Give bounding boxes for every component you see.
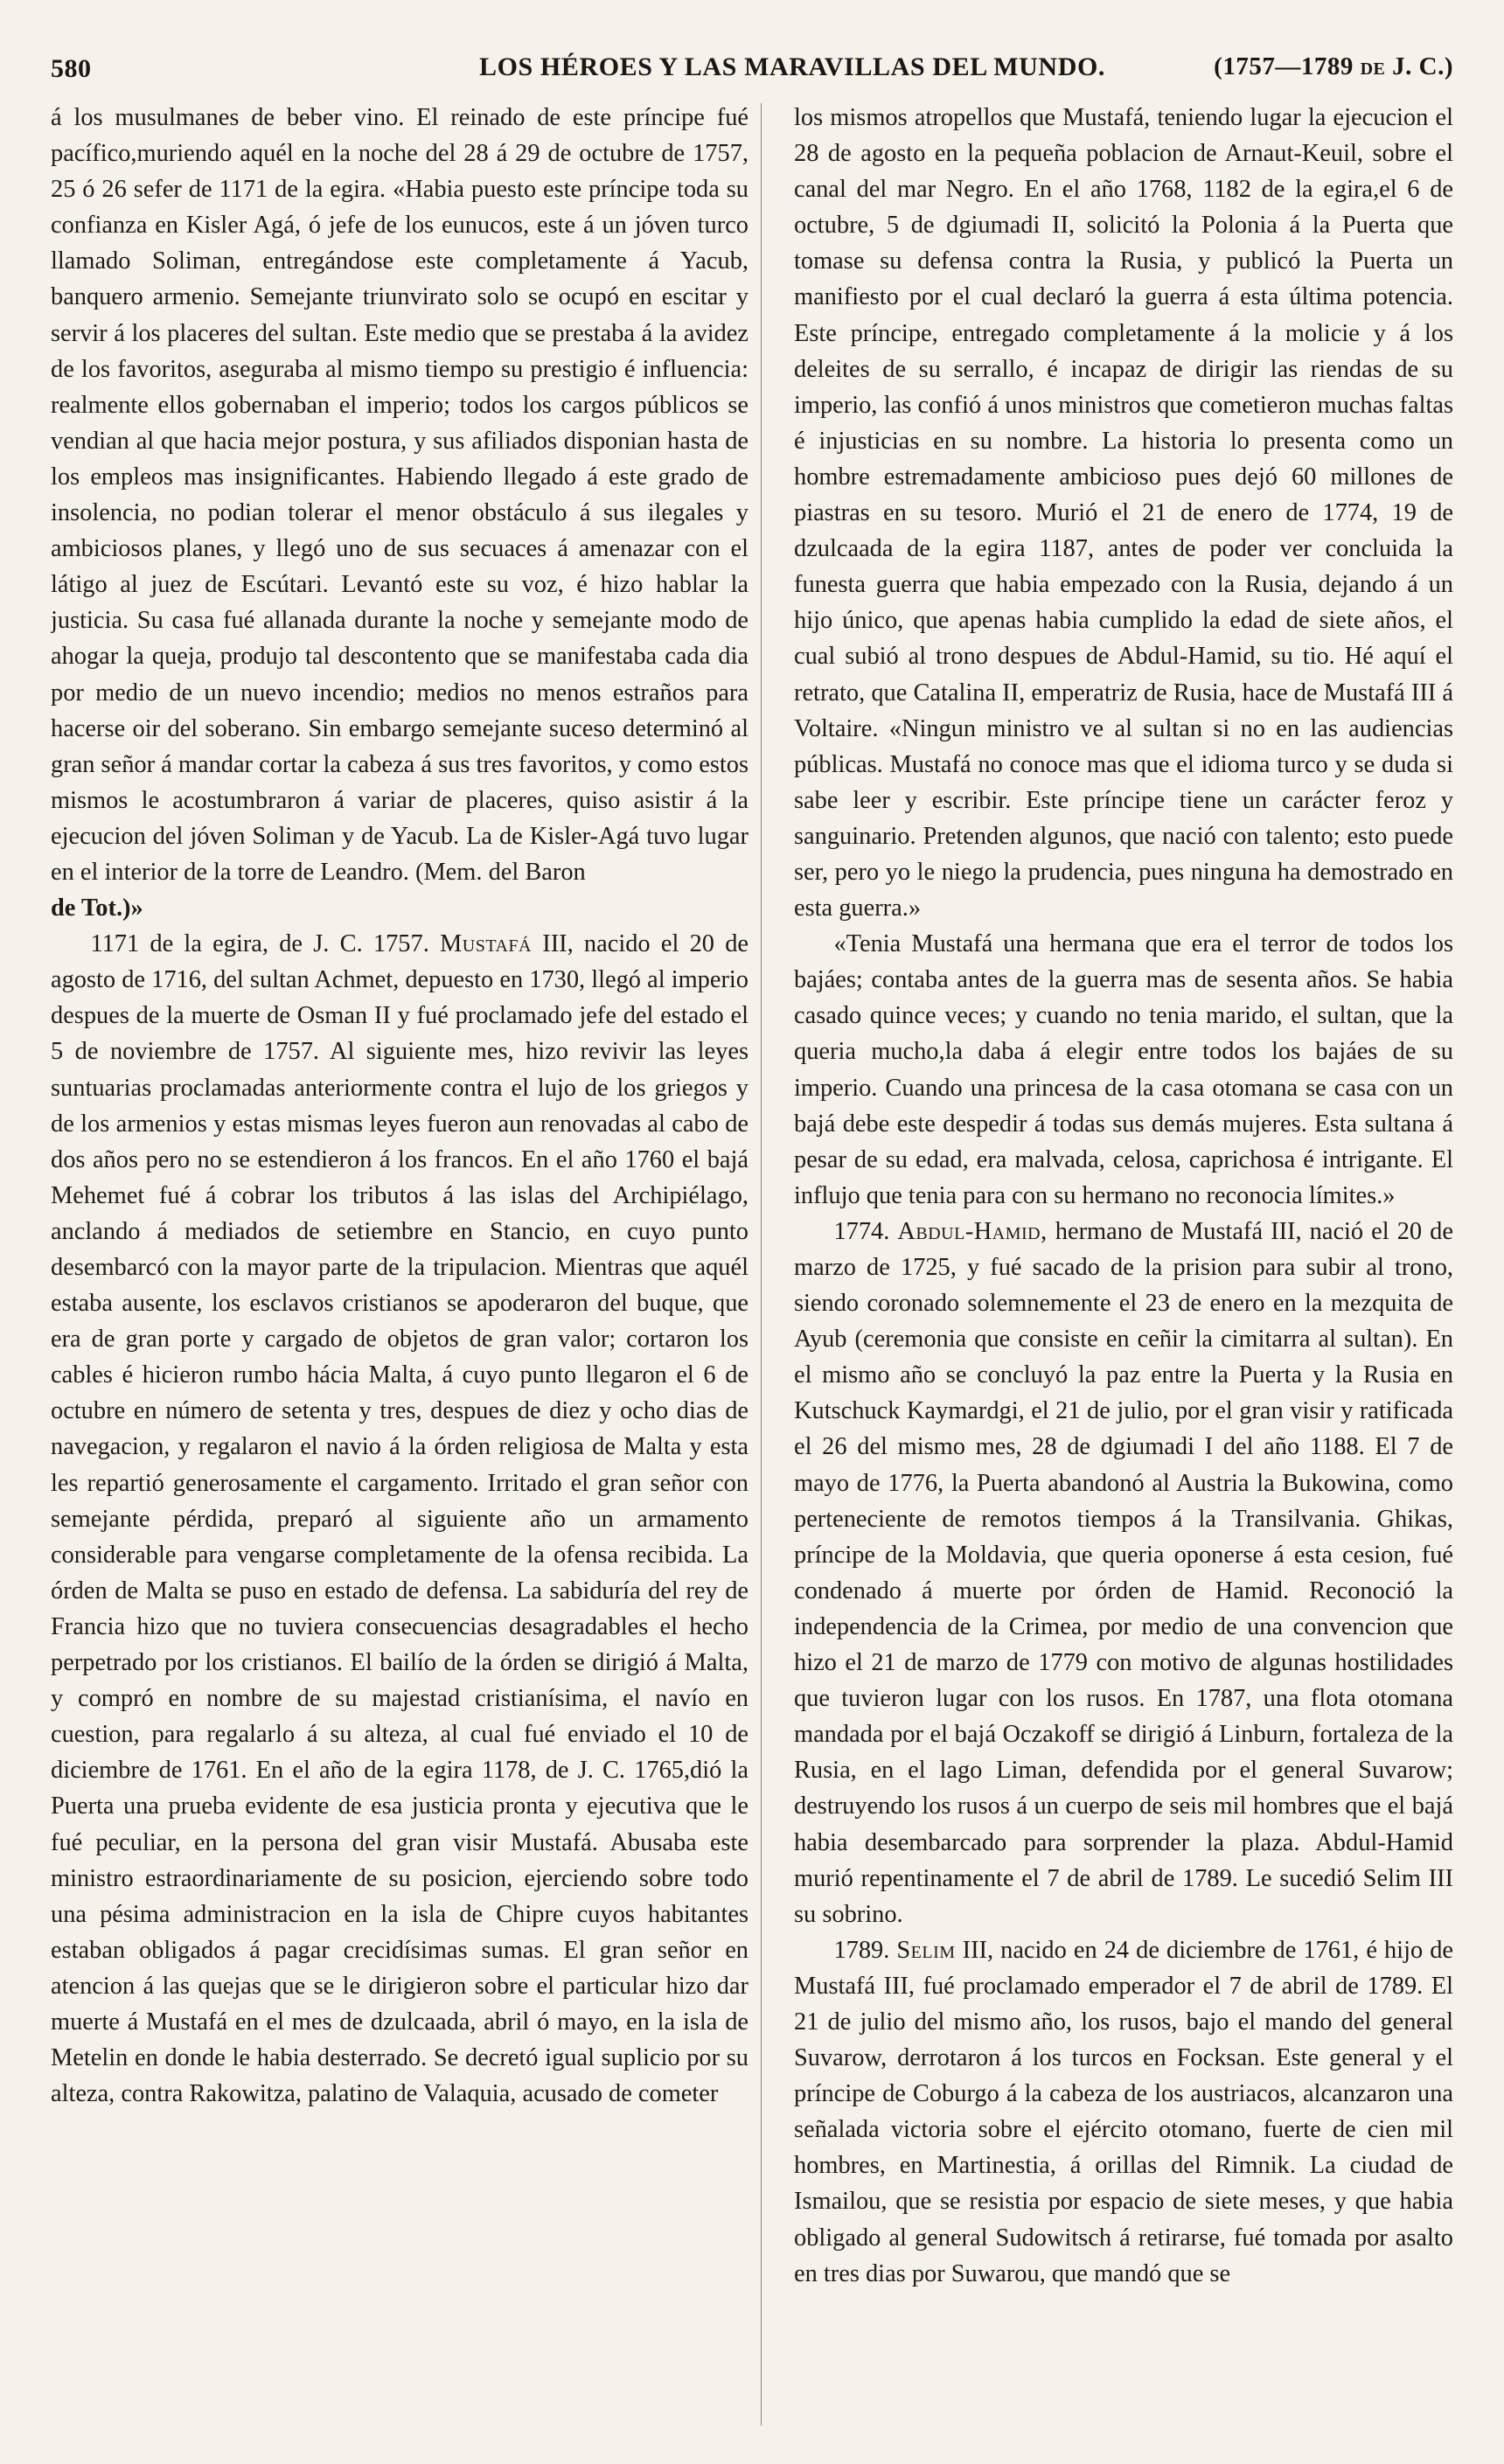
right-paragraph-3-date: 1774.: [833, 1217, 890, 1245]
left-paragraph-1-end: de Tot.)»: [51, 894, 143, 922]
left-column: [51, 100, 749, 2426]
left-paragraph-2-date: 1171 de la egira, de J. C. 1757.: [90, 930, 429, 958]
right-paragraph-3: [794, 1214, 1453, 1932]
text-columns: [51, 100, 1453, 2426]
sultan-name-abdul-hamid: Abdul-Hamid,: [897, 1217, 1048, 1245]
right-paragraph-2: «Tenia Mustafá una hermana que era el terror de todos los bajáes; contaba antes de la guerra mas de sesenta años. Se habia casado quince veces; y cuando no tenia marido, el sultan, que la queria mucho,la daba á elegir entre todos los bajáes de su imperio. Cuando una princesa de la casa otomana se casa con un bajá debe este despedir á todas sus demás mujeres. Esta sultana á pesar de su edad, era malvada, celosa, caprichosa é intrigante. El influjo que tenia para con su hermano no reconocia límites.»: [794, 930, 1453, 1209]
page-header: [51, 47, 1453, 96]
date-range-main: (1757—1789: [1214, 52, 1354, 80]
date-range-end: J. C.): [1392, 52, 1453, 80]
sultan-name-selim: Selim: [896, 1936, 956, 1964]
date-range-sc: DE: [1360, 59, 1386, 79]
left-paragraph-2-text: III, nacido el 20 de agosto de 1716, del sultan Achmet, depuesto en 1730, llegó al imperio despues de la muerte de Osman II y fué proclamado jefe del estado el 5 de noviembre de 1757. Al siguiente mes, hizo revivir las leyes suntuarias proclamadas anteriormente contra el lujo de los griegos y de los armenios y estas mismas leyes fueron aun renovadas al cabo de dos años pero no se estendieron á los francos. En el año 1760 el bajá Mehemet fué á cobrar los tributos á las islas del Archipiélago, anclando á mediados de setiembre en Stancio, en cuyo punto desembarcó con la mayor parte de la tripulacion. Mientras que aquél estaba ausente, los esclavos cristianos se apoderaron del buque, que era de gran porte y cargado de objetos de gran valor; cortaron los cables é hicieron rumbo hácia Malta, á cuyo punto llegaron el 6 de octubre en número de setenta y tres, despues de diez y ocho dias de navegacion, y regalaron el navio á la órden religiosa de Malta y esta les repartió generosamente el cargamento. Irritado el gran señor con semejante pérdida, preparó al siguiente año un armamento considerable para vengarse completamente de la ofensa recibida. La órden de Malta se puso en estado de defensa. La sabiduría del rey de Francia hizo que no tuviera consecuencias desagradables el hecho perpetrado por los cristianos. El bailío de la órden se dirigió á Malta, y compró en nombre de su majestad cristianísima, el navío en cuestion, para regalarlo á su alteza, al cual fué enviado el 10 de diciembre de 1761. En el año de la egira 1178, de J. C. 1765,dió la Puerta una prueba evidente de esa justicia pronta y ejecutiva que le fué peculiar, en la persona del gran visir Mustafá. Abusaba este ministro estraordinariamente de su posicion, ejerciendo sobre todo una pésima administracion en la isla de Chipre cuyos habitantes estaban obligados á pagar crecidísimas sumas. El gran señor en atencion á las quejas que se le dirigieron sobre el particular hizo dar muerte á Mustafá en el mes de dzulcaada, abril ó mayo, en la isla de Metelin en donde le habia desterrado. Se decretó igual suplicio por su alteza, contra Rakowitza, palatino de Valaquia, acusado de cometer: [51, 930, 749, 2108]
date-range: [1214, 52, 1453, 81]
page-number: 580: [51, 54, 92, 83]
running-title: LOS HÉROES Y LAS MARAVILLAS DEL MUNDO.: [479, 52, 1105, 81]
right-paragraph-4: [794, 1932, 1453, 2292]
left-paragraph-1: á los musulmanes de beber vino. El reinado de este príncipe fué pacífico,muriendo aquél en la noche del 28 á 29 de octubre de 1757, 25 ó 26 sefer de 1171 de la egira. «Habia puesto este príncipe toda su confianza en Kisler Agá, ó jefe de los eunucos, este á un jóven turco llamado Soliman, entregándose este completamente á Yacub, banquero armenio. Semejante triunvirato solo se ocupó en escitar y servir á los placeres del sultan. Este medio que se prestaba á la avidez de los favoritos, aseguraba al mismo tiempo su prestigio é influencia: realmente ellos gobernaban el imperio; todos los cargos públicos se vendian al que hacia mejor postura, y sus afiliados disponian hasta de los empleos mas insignificantes. Habiendo llegado á este grado de insolencia, no podian tolerar el menor obstáculo á sus ilegales y ambiciosos planes, y llegó uno de sus secuaces á amenazar con el látigo al juez de Escútari. Levantó este su voz, é hizo hablar la justicia. Su casa fué allanada durante la noche y semejante modo de ahogar la queja, produjo tal descontento que se manifestaba cada dia por medio de un nuevo incendio; medios no menos estraños para hacerse oir del soberano. Sin embargo semejante suceso determinó al gran señor á mandar cortar la cabeza á sus tres favoritos, y como estos mismos le acostumbraron á variar de placeres, quiso asistir á la ejecucion del jóven Soliman y de Yacub. La de Kisler-Agá tuvo lugar en el interior de la torre de Leandro. (Mem. del Baron: [51, 104, 749, 886]
right-paragraph-4-text: III, nacido en 24 de diciembre de 1761, é hijo de Mustafá III, fué proclamado emperador el 7 de abril de 1789. El 21 de julio del mismo año, los rusos, bajo el mando del general Suvarow, derrotaron á los turcos en Focksan. Este general y el príncipe de Coburgo á la cabeza de los austriacos, alcanzaron una señalada victoria sobre el ejército otomano, fuerte de cien mil hombres, en Martinestia, á orillas del Rimnik. La ciudad de Ismailou, que se resistia por espacio de siete meses, y que habia obligado al general Sudowitsch á retirarse, fué tomada por asalto en tres dias por Suwarou, que mandó que se: [794, 1936, 1453, 2287]
sultan-name-mustafa: Mustafá: [440, 930, 532, 958]
right-paragraph-3-text: hermano de Mustafá III, nació el 20 de marzo de 1725, y fué sacado de la prision para subir al trono, siendo coronado solemnemente el 23 de enero en la mezquita de Ayub (ceremonia que consiste en ceñir la cimitarra al sultan). En el mismo año se concluyó la paz entre la Puerta y la Rusia en Kutschuck Kaymardgi, el 21 de julio, por el gran visir y ratificada el 26 del mismo mes, 28 de dgiumadi I del año 1188. El 7 de mayo de 1776, la Puerta abandonó al Austria la Bukowina, como perteneciente de remotos tiempos á la Transilvania. Ghikas, príncipe de la Moldavia, que queria oponerse á esta cesion, fué condenado á muerte por órden de Hamid. Reconoció la independencia de la Crimea, por medio de una convencion que hizo el 21 de marzo de 1779 con motivo de algunas hostilidades que tuvieron lugar con los rusos. En 1787, una flota otomana mandada por el bajá Oczakoff se dirigió á Linburn, fortaleza de la Rusia, en el lago Liman, defendida por el general Suvarow; destruyendo los rusos á un cuerpo de seis mil hombres que el bajá habia desembarcado para sorprender la plaza. Abdul-Hamid murió repentinamente el 7 de abril de 1789. Le sucedió Selim III su sobrino.: [794, 1217, 1453, 1928]
right-paragraph-4-date: 1789.: [833, 1936, 890, 1964]
left-paragraph-2: [51, 926, 749, 2112]
right-paragraph-1: los mismos atropellos que Mustafá, teniendo lugar la ejecucion el 28 de agosto en la pequeña poblacion de Arnaut-Keuil, sobre el canal del mar Negro. En el año 1768, 1182 de la egira,el 6 de octubre, 5 de dgiumadi II, solicitó la Polonia á la Puerta que tomase su defensa contra la Rusia, y publicó la Puerta un manifiesto por el cual declaró la guerra á esta última potencia. Este príncipe, entregado completamente á la molicie y á los deleites de su serrallo, é incapaz de dirigir las riendas de su imperio, las confió á unos ministros que cometieron muchas faltas é injusticias en su nombre. La historia lo presenta como un hombre estremadamente ambicioso pues dejó 60 millones de piastras en su tesoro. Murió el 21 de enero de 1774, 19 de dzulcaada de la egira 1187, antes de poder ver concluida la funesta guerra que habia empezado con la Rusia, dejando á un hijo único, que apenas habia cumplido la edad de siete años, el cual subió al trono despues de Abdul-Hamid, su tio. Hé aquí el retrato, que Catalina II, emperatriz de Rusia, hace de Mustafá III á Voltaire. «Ningun ministro ve al sultan si no en las audiencias públicas. Mustafá no conoce mas que el idioma turco y se duda si sabe leer y escribir. Este príncipe tiene un carácter feroz y sanguinario. Pretenden algunos, que nació con talento; esto puede ser, pero yo le niego la prudencia, pues ninguna ha demostrado en esta guerra.»: [794, 104, 1453, 922]
right-column: [794, 100, 1453, 2426]
